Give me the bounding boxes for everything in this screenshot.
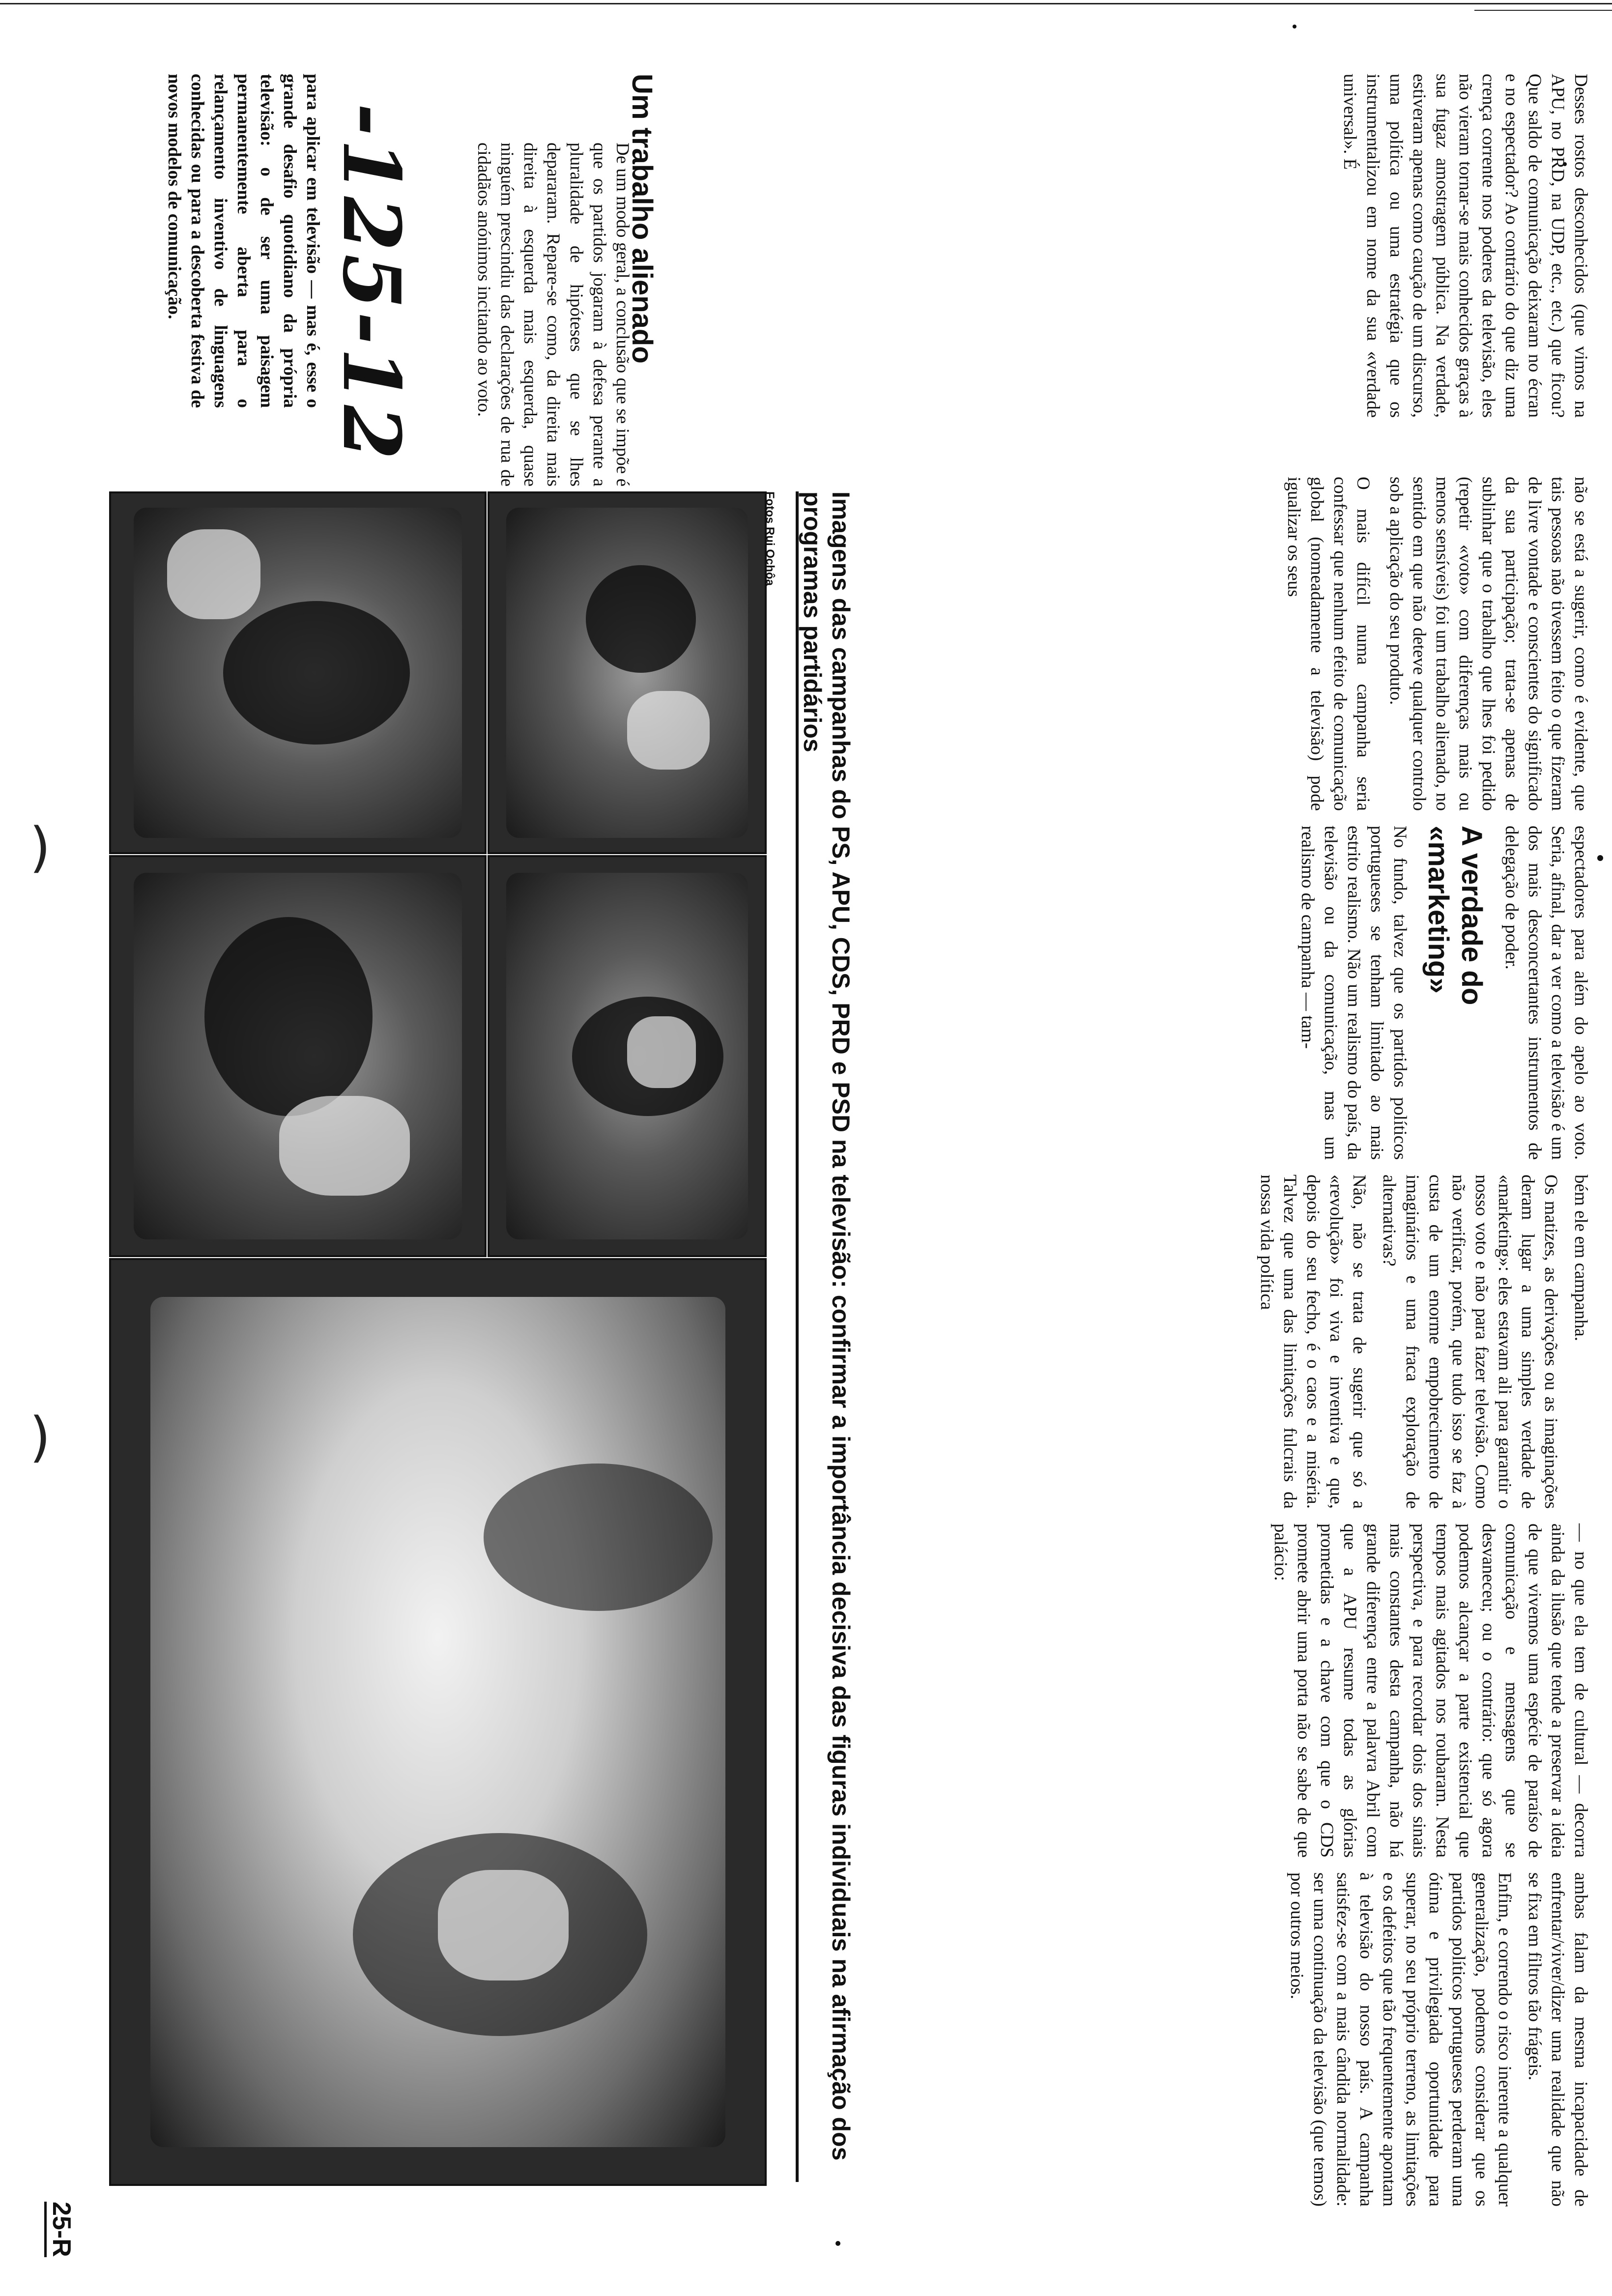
paragraph-o-mais-dificil: O mais difícil numa campanha seria confessar que nenhum efeito de comunicação global (nomeadamente a televisão) pode igualizar os seus <box>1284 477 1373 816</box>
tv-screen <box>506 508 748 838</box>
paragraph-nao-nao: Não, não se trata de sugerir que só a «revolução» foi viva e inventiva e que, depois do seu fecho, é o caos e a miséria. Talvez que uma das limitações fulcrais da nossa vida política <box>1257 1175 1369 1514</box>
paragraph-um-modo-geral: De um modo geral, a conclusão que se impõe é que os partidos jogaram à defesa perante a pluralidade de hipóteses que se lhes depararam. Repare-se como, da direita mais direita à esquerda mais esquerda, quase ninguém prescindiu das declarações de rua de cidadãos anónimos incitando ao voto. <box>474 143 633 491</box>
paragraph-no-fundo: No fundo, talvez que os partidos políticos portugueses se tenham limitado ao mais estrito realismo. Não um realismo do país, da televisão ou da comunicação, mas um realismo de campanha — tam- <box>1297 826 1410 1165</box>
column-1-text <box>472 143 634 491</box>
photo-credit: Fotos Rui Ochôa <box>763 491 777 586</box>
column-2 <box>1282 477 1592 816</box>
paragraph-bem-ele: bém ele em campanha. <box>1571 1175 1591 1341</box>
intro-paragraph: para aplicar em televisão — mas é, esse o grande desafio quotidiano da própria televisão: o de ser uma paisagem permanentemente aberta para o relançamento inventivo de linguagens conhecidas ou para a descoberta festiva de novos modelos de comunicação. <box>164 74 323 413</box>
paragraph-ambas: ambas falam da mesma incapacidade de enfrentar/viver/dizer uma realidade que não se fixa em filtros tão frágeis. <box>1525 1872 1591 2211</box>
heading-um-trabalho-alienado: Um trabalho alienado <box>626 74 658 364</box>
paragraph-os-matizes: Os matizes, as derivações ou as imaginações deram lugar a uma simples verdade de «marketing»: eles estavam ali para garantir o nosso voto e não para fazer televisão. Como não verificar, porém, que tudo isso se faz à custa de um enorme empobrecimento de imaginários e uma fraca exploração de alternativas? <box>1379 1175 1561 1514</box>
column-5 <box>1269 1523 1592 1863</box>
photo-caption: Imagens das campanhas do PS, APU, CDS, PRD e PSD na televisão: confirmar a importância decisiva das figuras individuais na afirmação dos programas partidários <box>799 491 855 2161</box>
column-4 <box>1255 1175 1592 1514</box>
photo-tv-campaign-5 <box>109 1258 767 2186</box>
column-3 <box>1296 826 1592 1165</box>
paragraph-enfim: Enfim, e correndo o risco inerente a qualquer generalização, podemos considerar que os partidos políticos portugueses perderam uma ótima e privilegiada oportunidade para superar, no seu próprio terreno, as limitações e os defeitos que tão frequentemente apontam à televisão do nosso país. A campanha satisfez-se com a mais cândida normalidade: ser uma continuação da televisão (que temos) por outros meios. <box>1287 1872 1515 2211</box>
column-6 <box>1285 1872 1592 2211</box>
margin-bracket-mark: ) <box>29 816 51 879</box>
photo-tv-campaign-1 <box>488 491 767 854</box>
photo-tv-campaign-4 <box>109 855 487 1257</box>
paragraph-espectadores: espectadores para além do apelo ao voto. Seria, afinal, dar a ver como a televisão é um dos mais desconcertantes instrumentos de delegação de poder. <box>1501 826 1591 1165</box>
photo-tv-campaign-2 <box>109 491 487 854</box>
paragraph-desses-rostos: Desses rostos desconhecidos (que vimos na APU, no PRD, na UDP, etc., etc.) que ficou? Que saldo de comunicação deixaram no écran e no espectador? Ao contrário do que diz uma crença corrente nos poderes da televisão, eles não vieram tornar-se mais conhecidos graças à sua fugaz amostragem pública. Na verdade, estiveram apenas como caução de um discurso, uma política ou uma estratégia que os instrumentalizou em nome da sua «verdade universal». É <box>1340 74 1591 423</box>
handwritten-note: -125-12 <box>325 103 418 463</box>
photo-tv-campaign-3 <box>488 855 767 1257</box>
margin-bracket-mark: ) <box>29 1406 51 1468</box>
column-1-lower <box>1338 74 1592 423</box>
page-number: 25-R <box>44 2202 76 2257</box>
heading-a-verdade-do-marketing: A verdade do «marketing» <box>1422 826 1488 1005</box>
intro-column <box>163 74 324 413</box>
paragraph-nao-se-esta: não se está a sugerir, como é evidente, que tais pessoas não tivessem feito o que fizeram de livre vontade e conscientes do significado da sua participação; trata-se apenas de sublinhar que o trabalho que lhes foi pedido (repetir «voto» com diferenças mais ou menos sensíveis) foi um trabalho alienado, no sentido em que não deteve qualquer controlo sob a aplicação do seu produto. <box>1386 477 1591 816</box>
paragraph-no-que-ela: — no que ela tem de cultural — decorra ainda da ilusão que tende a preservar a ideia de que vivemos uma espécie de paraíso de comunicação e mensagens que se desvaneceu; ou o contrário: que só agora podemos alcançar a parte existencial que tempos mais agitados nos roubaram. Nesta perspectiva, e para recordar dois dos sinais mais constantes desta campanha, não há grande diferença entre a palavra Abril com que a APU resume todas as glórias prometidas e a chave com que o CDS promete abrir uma porta não se sabe de que palácio: <box>1270 1523 1591 1863</box>
